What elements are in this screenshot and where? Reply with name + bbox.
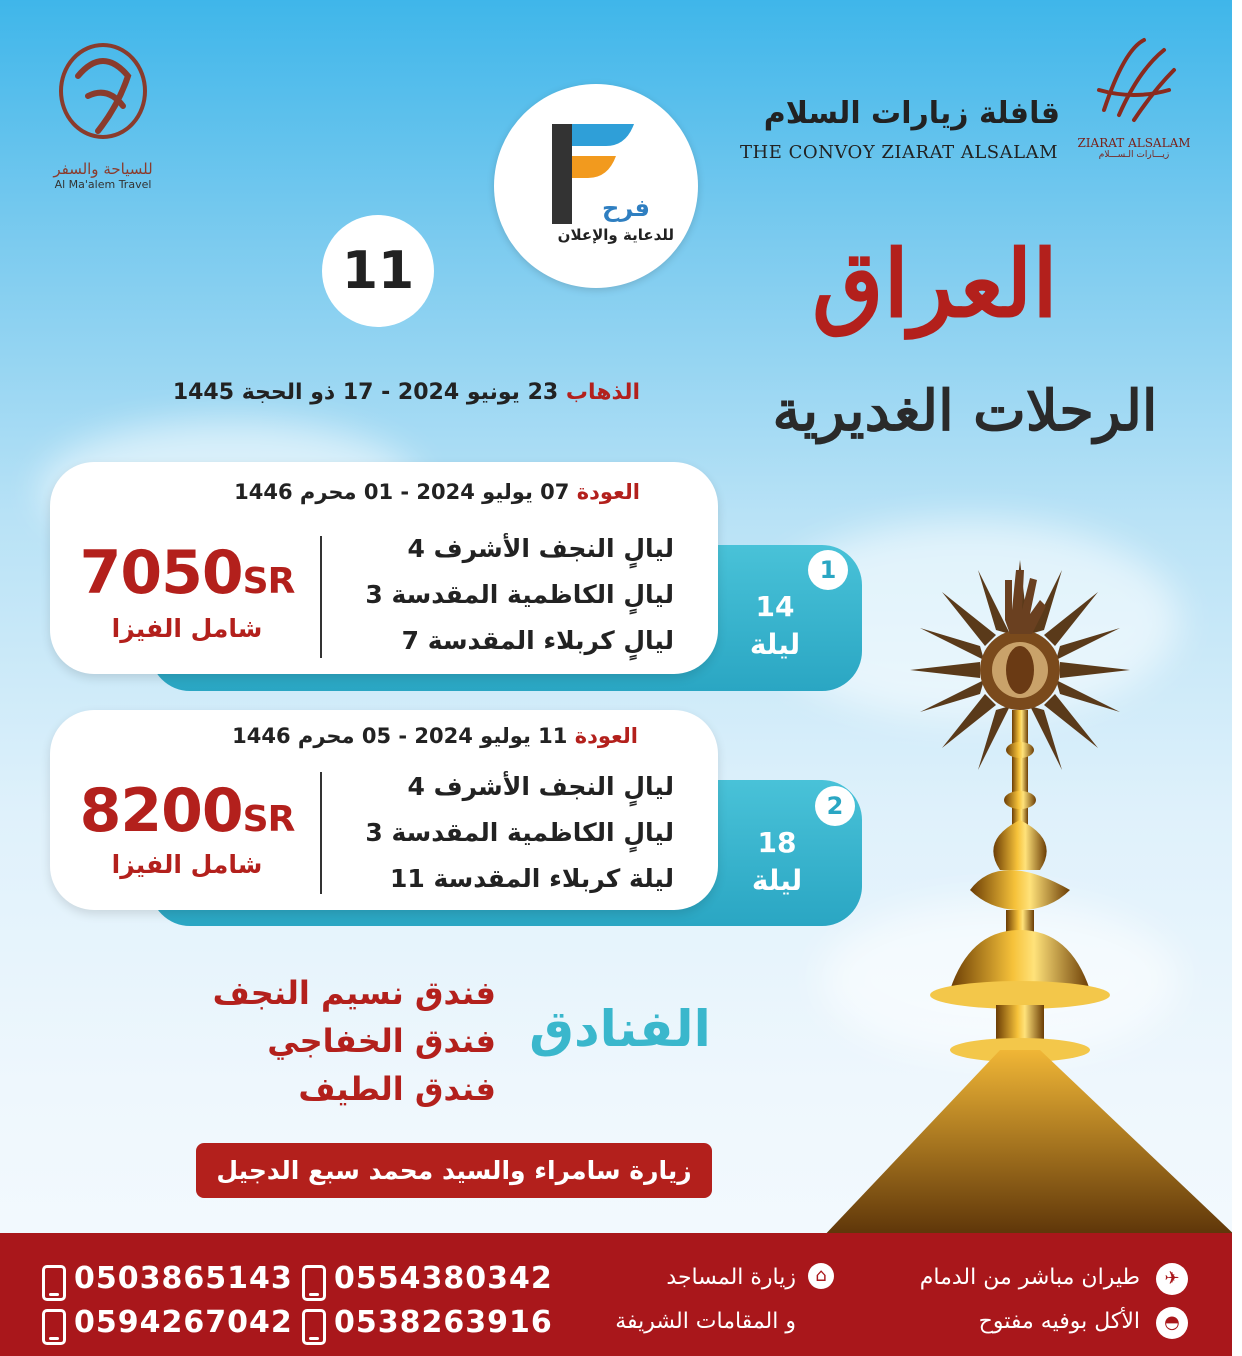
ziarat-logo <box>1074 30 1194 160</box>
convoy-title-arabic: قافلة زيارات السلام <box>763 96 1060 131</box>
package-1-item-2: 3 ليالٍ الكاظمية المقدسة <box>365 580 674 609</box>
package-2-item-1: 4 ليالٍ النجف الأشرف <box>407 772 674 801</box>
phone-number[interactable]: 0554380342 <box>334 1261 553 1296</box>
f-letter-icon <box>494 84 698 288</box>
package-1-badge: 1 <box>808 550 848 590</box>
feature-mosques: زيارة المساجد <box>666 1265 796 1290</box>
calligraphy-logo-icon <box>48 36 158 156</box>
price-currency: SR <box>242 799 295 840</box>
phone-icon <box>302 1265 326 1301</box>
package-2-return <box>90 724 638 748</box>
feature-buffet: الأكل بوفيه مفتوح <box>978 1309 1140 1334</box>
ziarat-logo-arabic: زيـــارات الـســـلام <box>1098 150 1170 160</box>
samarra-banner: زيارة سامراء والسيد محمد سبع الدجيل <box>196 1143 712 1198</box>
departure-text: 23 يونيو 2024 - 17 ذو الحجة 1445 <box>172 380 559 405</box>
phone-number[interactable]: 0594267042 <box>74 1305 293 1340</box>
calligraphy-logo-icon <box>1084 30 1184 130</box>
airplane-icon: ✈ <box>1156 1263 1188 1295</box>
feature-flight: طيران مباشر من الدمام <box>919 1265 1140 1290</box>
price-currency: SR <box>242 561 295 602</box>
phone-number[interactable]: 0538263916 <box>334 1305 553 1340</box>
title-trips: الرحلات الغديرية <box>772 378 1158 444</box>
hotel-item: فندق الطيف <box>298 1070 496 1108</box>
price-value: 8200 <box>79 776 243 846</box>
return-text: 07 يوليو 2024 - 01 محرم 1446 <box>234 480 570 504</box>
phone-icon <box>42 1265 66 1301</box>
phone-number[interactable]: 0503865143 <box>74 1261 293 1296</box>
divider <box>320 536 322 658</box>
footer-bar <box>0 1233 1232 1356</box>
farah-logo-text: فرح <box>602 194 650 222</box>
golden-dome-illustration <box>800 550 1232 1240</box>
nights-word: ليلة <box>751 864 803 897</box>
package-2-visa: شامل الفيزا <box>111 850 263 879</box>
package-2-item-3: 11 ليلة كربلاء المقدسة <box>389 864 674 893</box>
almaalem-logo <box>38 36 168 191</box>
return-text: 11 يوليو 2024 - 05 محرم 1446 <box>232 724 568 748</box>
farah-logo <box>494 84 698 288</box>
number-badge: 11 <box>322 215 434 327</box>
hotel-item: فندق نسيم النجف <box>212 974 496 1012</box>
logo-left-arabic: للسياحة والسفر <box>53 160 153 178</box>
departure-line <box>80 380 640 405</box>
farah-logo-subtext: للدعاية والإعلان <box>557 226 674 244</box>
mosque-icon: ⌂ <box>808 1263 834 1289</box>
hotels-title: الفنادق <box>529 1000 711 1058</box>
price-value: 7050 <box>79 538 243 608</box>
package-1-item-1: 4 ليالٍ النجف الأشرف <box>407 534 674 563</box>
package-2-price <box>62 776 312 846</box>
food-dish-icon: ◓ <box>1156 1307 1188 1339</box>
package-2-item-2: 3 ليالٍ الكاظمية المقدسة <box>365 818 674 847</box>
dome-icon <box>800 550 1232 1240</box>
return-label: العودة <box>576 480 640 504</box>
package-1-return <box>90 480 640 504</box>
nights-number: 14 <box>755 590 795 623</box>
package-1-visa: شامل الفيزا <box>111 614 263 643</box>
hotel-item: فندق الخفاجي <box>267 1022 496 1060</box>
nights-number: 18 <box>757 826 797 859</box>
feature-shrines: و المقامات الشريفة <box>615 1309 796 1334</box>
convoy-title-english: THE CONVOY ZIARAT ALSALAM <box>740 142 1058 163</box>
title-iraq: العراق <box>812 230 1058 338</box>
divider <box>320 772 322 894</box>
phone-icon <box>302 1309 326 1345</box>
departure-label: الذهاب <box>565 380 640 405</box>
right-edge <box>1232 0 1242 1356</box>
return-label: العودة <box>574 724 638 748</box>
package-1-item-3: 7 ليالٍ كربلاء المقدسة <box>401 626 674 655</box>
ziarat-logo-english: ZIARAT ALSALAM <box>1077 136 1191 150</box>
package-2-badge: 2 <box>815 786 855 826</box>
phone-icon <box>42 1309 66 1345</box>
logo-left-english: Al Ma'alem Travel <box>54 178 152 191</box>
package-1-price <box>62 538 312 608</box>
nights-word: ليلة <box>749 628 801 661</box>
